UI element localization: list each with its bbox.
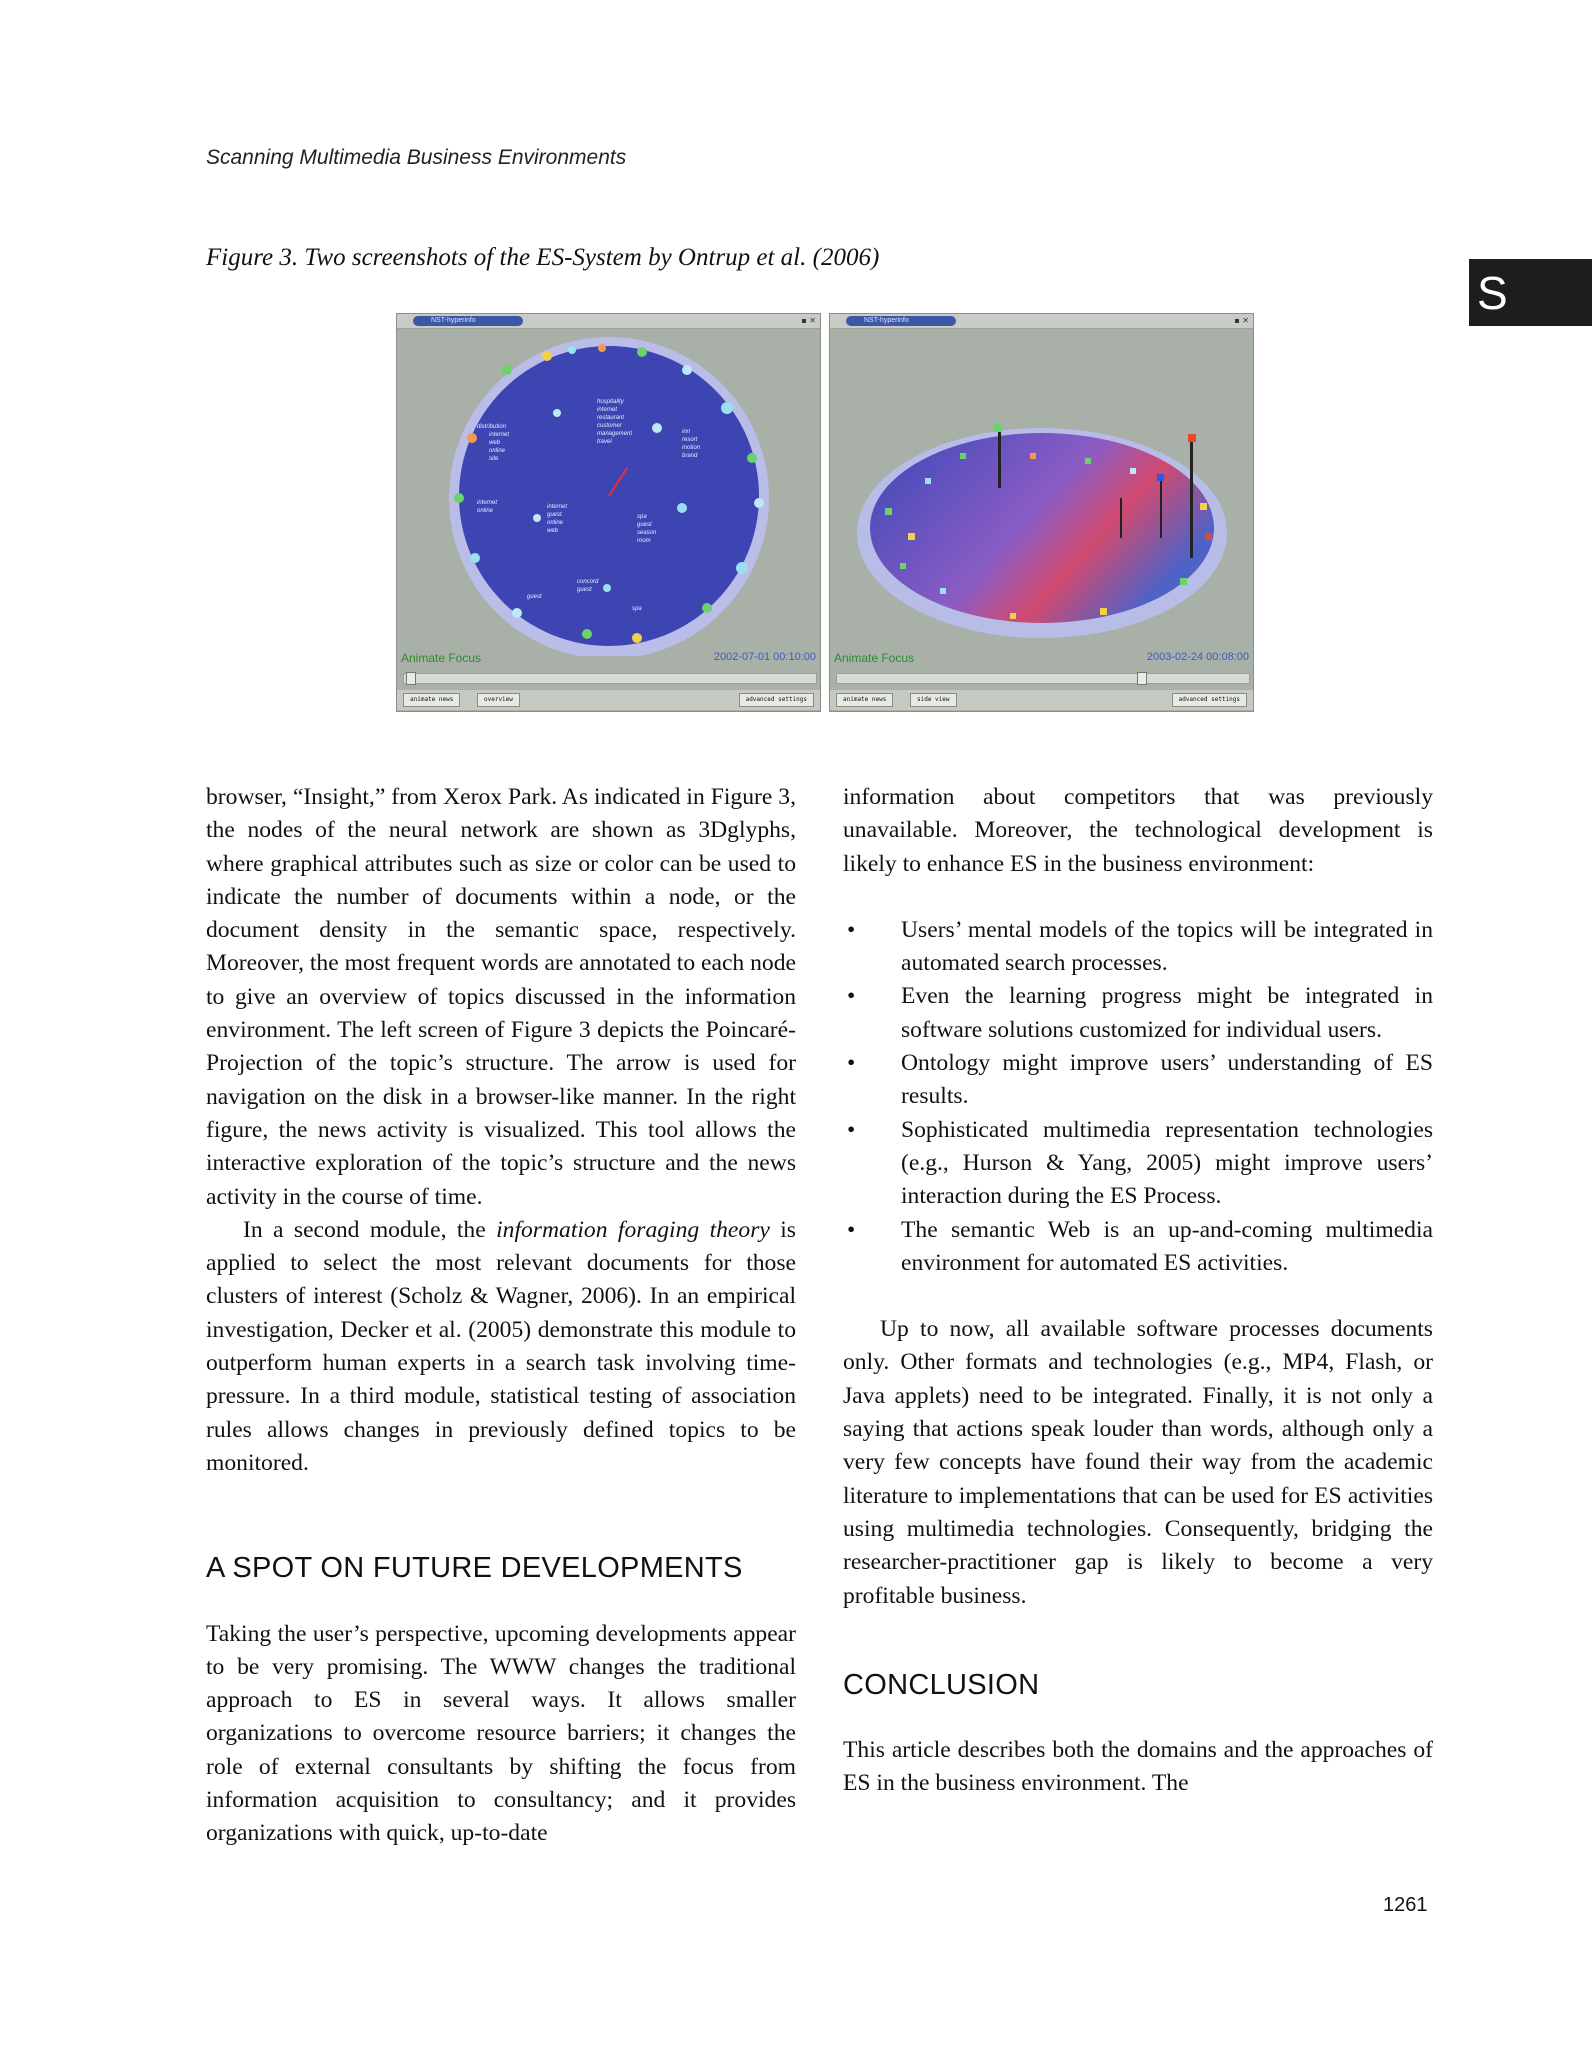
animate-focus-label: Animate Focus (834, 651, 915, 665)
time-slider[interactable] (403, 673, 817, 684)
node-label: guest (577, 587, 592, 593)
node-label: inn (682, 429, 691, 435)
figure-screenshots (396, 313, 1254, 712)
node-label: guest (547, 512, 562, 518)
figure-caption: Figure 3. Two screenshots of the ES-System by Ontrup et al. (2006) (206, 244, 880, 271)
window-title: NST-hyperinfo (846, 316, 956, 326)
node-label: internet (547, 504, 568, 510)
node-label: online (547, 520, 564, 526)
node-label: management (597, 431, 633, 437)
node-label: customer (597, 423, 622, 429)
page-number: 1261 (1383, 1894, 1428, 1916)
node-label: spa (637, 514, 647, 520)
advanced-settings-button[interactable]: advanced settings (739, 693, 814, 707)
slider-knob[interactable] (406, 672, 416, 685)
animate-focus-label: Animate Focus (401, 651, 482, 665)
node-label: restaurant (597, 415, 625, 421)
node-label: room (637, 538, 651, 544)
running-head: Scanning Multimedia Business Environments (206, 146, 627, 169)
node-label: concord (577, 579, 599, 585)
body-paragraph: This article describes both the domains and the approaches of ES in the business environment. The (843, 1737, 1433, 1797)
right-text-column (843, 781, 1433, 1801)
paragraph-text: is applied to select the most relevant documents for those clusters of interest (Scholz & Wagner, 2006). In an empirical investigation, Decker et al. (2005) demonstrate this module to outperform human experts in a search task involving time-pressure. In a third module, statistical testing of association rules allows changes in previously defined topics to be monitored. (206, 1216, 796, 1476)
window-titlebar (830, 314, 1253, 329)
node-label: web (547, 528, 559, 534)
body-paragraph (206, 1214, 796, 1480)
news-activity-3d-visualization[interactable] (830, 328, 1254, 656)
section-heading: CONCLUSION (843, 1668, 1040, 1701)
slider-knob[interactable] (1137, 672, 1147, 685)
button-row (397, 690, 820, 710)
body-paragraph: Up to now, all available software processes documents only. Other formats and technologies (e.g., MP4, Flash, or Java applets) need to be integrated. Finally, it is not only a saying that actions speak louder than words, although only a very few concepts have found their way from the academic literature to implementations that can be used for ES activities using multimedia technologies. Consequently, bridging the researcher-practitioner gap is likely to become a very profitable business. (843, 1316, 1433, 1609)
section-heading: A SPOT ON FUTURE DEVELOPMENTS (206, 1552, 743, 1585)
bullet-item: • Ontology might improve users’ understanding of ES results. (843, 1047, 1433, 1114)
node-label: distribution (477, 424, 507, 430)
node-label: internet (477, 500, 498, 506)
node-label: online (489, 448, 506, 454)
node-label: web (489, 440, 501, 446)
node-label: guest (527, 594, 542, 600)
node-label: spa (632, 606, 642, 612)
node-label: brand (682, 453, 698, 459)
overview-button[interactable]: overview (477, 693, 520, 707)
poincare-disk-visualization[interactable] (397, 328, 821, 656)
bullet-item: • Even the learning progress might be integrated in software solutions customized for individual users. (843, 980, 1433, 1047)
screenshot-left (396, 313, 821, 712)
body-paragraph: Taking the user’s perspective, upcoming developments appear to be very promising. The WWW changes the traditional approach to ES in several ways. It allows smaller organizations to overcome resource barriers; it changes the role of external consultants by shifting the focus from information acquisition to consultancy; and it provides organizations with quick, up-to-date (206, 1620, 796, 1847)
animate-news-button[interactable]: animate news (403, 693, 460, 707)
node-label: online (477, 508, 494, 514)
window-controls[interactable]: ▪ ✕ (1234, 316, 1249, 325)
window-controls[interactable]: ▪ ✕ (801, 316, 816, 325)
screenshot-right (829, 313, 1254, 712)
tilted-disk (870, 433, 1214, 623)
bullet-item: • Users’ mental models of the topics will be integrated in automated search processes. (843, 914, 1433, 981)
emphasis-term: information foraging theory (496, 1216, 770, 1243)
node-label: site (489, 456, 499, 462)
bullet-list (843, 914, 1433, 1280)
body-paragraph: browser, “Insight,” from Xerox Park. As indicated in Figure 3, the nodes of the neural network are shown as 3Dglyphs, where graphical attributes such as size or color can be used to indicate the number of documents within a node, or the document density in the semantic space, respectively. Moreover, the most frequent words are annotated to each node to give an overview of topics discussed in the information environment. The left screen of Figure 3 depicts the Poincaré-Projection of the topic’s structure. The arrow is used for navigation on the disk in a browser-like manner. In the right figure, the news activity is visualized. This tool allows the interactive exploration of the topic’s structure and the news activity in the course of time. (206, 784, 796, 1210)
body-paragraph: information about competitors that was previously unavailable. Moreover, the technological development is likely to enhance ES in the business environment: (843, 784, 1433, 877)
bullet-item: • The semantic Web is an up-and-coming multimedia environment for automated ES activities. (843, 1214, 1433, 1281)
timestamp: 2003-02-24 00:08:00 (1146, 651, 1249, 663)
node-label: travel (597, 439, 612, 445)
node-label: hospitality (597, 399, 624, 405)
button-row (830, 690, 1253, 710)
left-text-column (206, 781, 796, 1851)
time-slider[interactable] (836, 673, 1250, 684)
node-label: internet (597, 407, 618, 413)
animate-news-button[interactable]: animate news (836, 693, 893, 707)
node-label: internet (489, 432, 510, 438)
paragraph-text: In a second module, the (243, 1216, 497, 1243)
node-label: resort (682, 437, 698, 443)
advanced-settings-button[interactable]: advanced settings (1172, 693, 1247, 707)
node-label: motion (682, 445, 701, 451)
timestamp: 2002-07-01 00:10:00 (713, 651, 816, 663)
bullet-item: • Sophisticated multimedia representation technologies (e.g., Hurson & Yang, 2005) might improve users’ interaction during the ES Process. (843, 1114, 1433, 1214)
window-titlebar (397, 314, 820, 329)
node-label: guest (637, 522, 652, 528)
side-view-button[interactable]: side view (910, 693, 957, 707)
section-thumb-tab: S (1469, 259, 1592, 326)
window-title: NST-hyperinfo (413, 316, 523, 326)
node-label: season (637, 530, 657, 536)
